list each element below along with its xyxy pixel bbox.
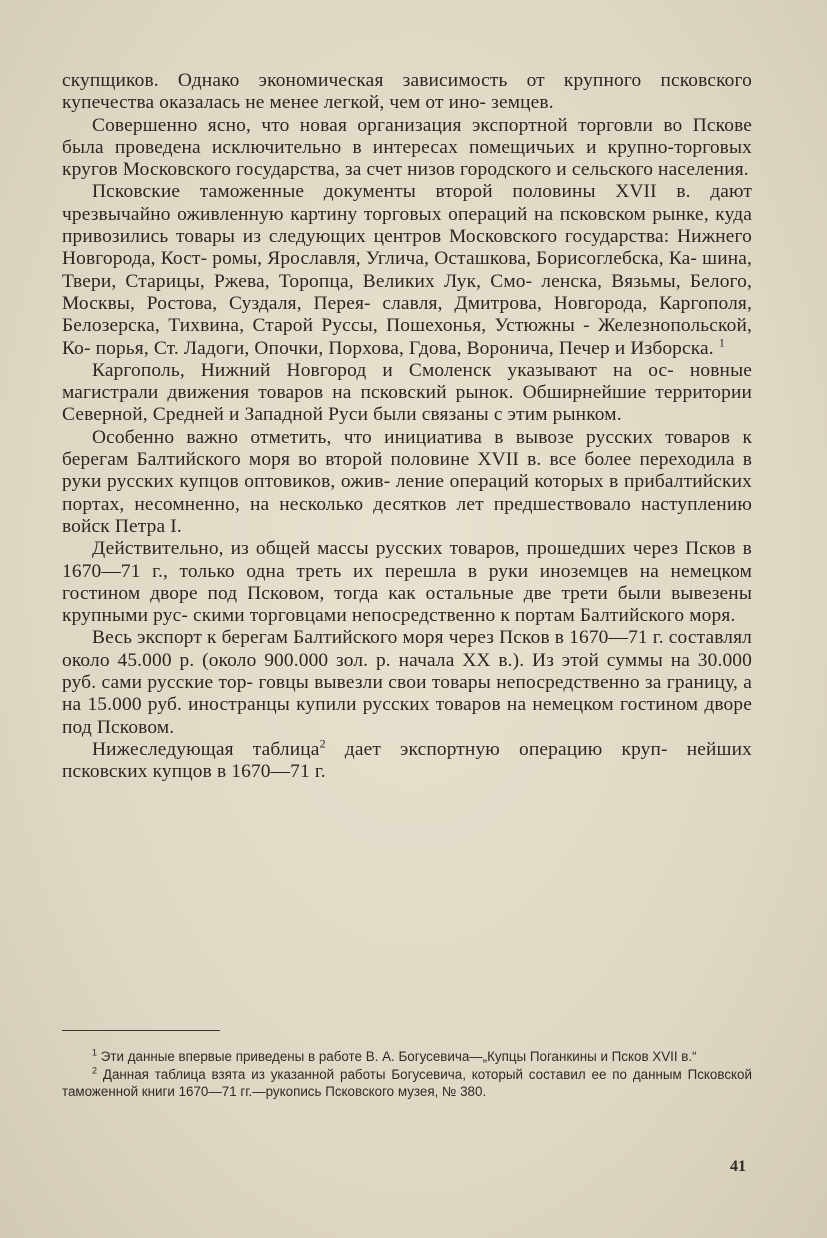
footnote-2 [62,1066,752,1101]
paragraph-2: Совершенно ясно, что новая организация экспортной торговли во Пскове была проведена исключительно в интересах помещичьих и крупно-торговых кругов Московского государства, за счет низов городского и сельского населения. [62,114,753,181]
footnote-text: Данная таблица взята из указанной работы Богусевича, который составил ее по данным Псковской таможенной книги 1670—71 гг.—рукопись Псковского музея, № 380. [62,1066,752,1099]
footnote-mark: 2 [92,1065,98,1076]
paragraph-5: Особенно важно отметить, что инициатива в вывозе русских товаров к берегам Балтийского моря во второй половине XVII в. все более переходила в руки русских купцов оптовиков, ожив- ление операций которых в прибалтийских портах, несомненно, на несколько десятков лет предшествовало наступлению войск Петра I. [62,426,753,537]
footnote-1 [62,1048,752,1066]
paragraph-7: Весь экспорт к берегам Балтийского моря через Псков в 1670—71 г. составлял около 45.000 р. (около 900.000 зол. р. начала XX в.). Из этой суммы на 30.000 руб. сами русские тор- говцы вывезли свои товары непосредственно за границу, а на 15.000 руб. иностранцы купили русских товаров на немецком гостином дворе под Псковом. [62,627,752,738]
page-number: 41 [730,1158,746,1175]
paragraph-4: Каргополь, Нижний Новгород и Смоленск указывают на ос- новные магистрали движения товаров на псковский рынок. Обширнейшие территории Северной, Средней и Западной Руси были связаны с этим рынком. [62,359,753,426]
main-text [62,70,752,784]
footnote-ref-2[interactable]: 2 [319,736,326,751]
footnotes [62,1048,752,1101]
paragraph-3: Псковские таможенные документы второй половины XVII в. дают чрезвычайно оживленную картину торговых операций на псковском рынке, куда привозились товары из следующих центров Московского государства: Нижнего Новгорода, Кост- ромы, Ярославля, Углича, Осташкова, Борисоглебска, Ка- шина, Твери, Старицы, Ржева, Торопца, Великих Лук, Смо- ленска, Вязьмы, Белого, Москвы, Ростова, Суздаля, Перея- славля, Дмитрова, Новгорода, Каргополя, Белозерска, Тихвина, Старой Руссы, Пошехонья, Устюжны - Железнопольской, Ко- порья, Ст. Ладоги, Опочки, Порхова, Гдова, Воронича, Печер и Изборска. $^1$ [62,181,753,359]
paragraph-6: Действительно, из общей массы русских товаров, прошедших через Псков в 1670—71 г., только одна треть их перешла в руки иноземцев на немецком гостином дворе под Псковом, тогда как остальные две трети были вывезены крупными рус- скими торговцами непосредственно к портам Балтийского моря. [62,538,753,627]
footnote-divider [62,1030,220,1031]
footnote-text: Эти данные впервые приведены в работе В. А. Богусевича—„Купцы Поганкины и Псков XVII в.“ [100,1049,697,1064]
footnote-ref-1[interactable]: 1 [718,335,725,350]
footnote-mark: 1 [92,1047,98,1058]
paragraph-1: скупщиков. Однако экономическая зависимость от крупного псковского купечества оказалась не менее легкой, чем от ино- земцев. [62,70,752,114]
paragraph-8: Нижеследующая таблица$^2$ дает экспортную операцию круп- нейших псковских купцов в 1670—71 г. [62,736,752,783]
